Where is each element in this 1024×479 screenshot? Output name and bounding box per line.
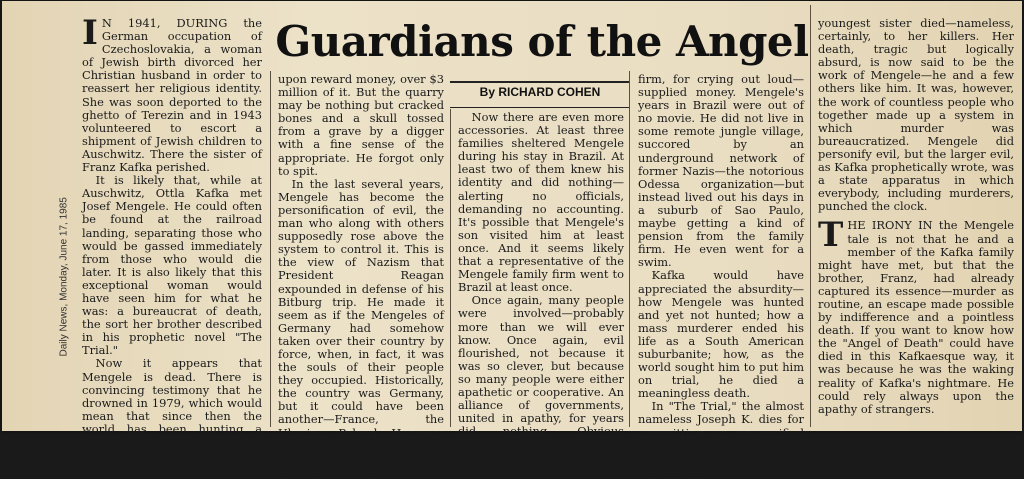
drop-cap: I: [82, 13, 98, 53]
paragraph: It is likely that, while at Auschwitz, Ottla Kafka met Josef Mengele. He could often be found at the railroad landing, separating those who would be gassed immediately from those who would die later. It is also likely that this exceptional woman would have seen him for what he was: a bureaucrat of death, the sort her brother described in his prophetic novel "The Trial.": [82, 173, 262, 358]
paragraph: In the last several years, Mengele has become the personification of evil, the man who along with others supposedly rose above the system to control it. This is the view of Nazism that President Reagan expounded in defense of his Bitburg trip. He made it seem as if the Mengeles of Germany had somehow taken over their country by force, when, in fact, it was the souls of their people they occupied. Historically, the country was Germany, but it could have been another—France, the Ukraine, Poland, Hungary, Estonia, Latvia, Lithuania. The list of accessories to the Holocaust is long.: [278, 176, 444, 479]
paragraph: THE IRONY IN the Mengele tale is not that he and a member of the Kafka family might have met, but that the brother, Franz, had already captured its essence—murder as routine, an escape made possible by indifference and a pointless death. If you want to know how the "Angel of Death" could have died in this Kafkaesque way, it was because he was the waking reality of Kafka's nightmare. He could rely always upon the apathy of strangers.: [818, 215, 1014, 416]
paragraph: Now it appears that Mengele is dead. There is convincing testimony that he drowned in 1979, which would mean that since then the world has been hunting a ghost. Reward money has been stacked: [82, 356, 262, 463]
newspaper-clipping: [2, 1, 1022, 479]
byline: By RICHARD COHEN: [479, 85, 601, 99]
paragraph: upon reward money, over $3 million of it. But the quarry may be nothing but cracked bones and a skull tossed from a grave by a digger with a fine sense of the appropriate. He forgot only to spit.: [278, 72, 444, 178]
headline: Guardians of the Angel: [275, 17, 809, 66]
column-rule: [450, 109, 451, 427]
article-column-4: [638, 72, 804, 479]
column-rule: [810, 5, 811, 427]
column-rule: [629, 71, 630, 427]
paragraph: Once again, many people were involved—probably more than we will ever know. Once again, evil flourished, not because it was so clever, but because so many people were either apathetic or cooperative. An alliance of governments, united in apathy, for years did nothing. Obvious suspects—employees of the family: [458, 293, 624, 465]
paragraph: youngest sister died—nameless, certainly, to her killers. Her death, tragic but logically absurd, is now said to be the work of Mengele—he and a few others like him. It was, however, the work of countless people who together made up a system in which murder was bureaucratized. Mengele did personify evil, but the larger evil, as Kafka prophetically wrote, was a state apparatus in which everybody, including murderers, punched the clock.: [818, 16, 1014, 214]
paragraph: Kafka would have appreciated the absurdity—how Mengele was hunted and yet not hunted; how a mass murderer ended his life as a South American suburbanite; how, as the world sought him to put him on trial, he died a meaningless death.: [638, 268, 804, 401]
margin-note: [54, 181, 74, 361]
paragraph: Now there are even more accessories. At least three families sheltered Mengele during his stay in Brazil. At least two of them knew his identity and did nothing—alerting no officials, demanding no accounting. It's possible that Mengele's son visited him at least once. And it seems likely that a representative of the Mengele family firm went to Brazil at least once.: [458, 110, 624, 295]
paragraph: firm, for crying out loud—supplied money. Mengele's years in Brazil were out of no movie. He did not live in some remote jungle village, succored by an underground network of former Nazis—the notorious Odessa organization—but instead lived out his days in a suburb of Sao Paulo, maybe getting a kind of pension from the family firm. He even went for a swim.: [638, 72, 804, 270]
paragraph: In "The Trial," the almost nameless Joseph K. dies for committing an unspecified crime, maybe one of just being. In real life, that is why Kafka's: [638, 399, 804, 479]
drop-cap: T: [818, 215, 844, 256]
margin-note-text: Daily News, Monday, June 17, 1985: [58, 197, 70, 357]
article-column-5: [818, 17, 1014, 427]
article-column-1: [82, 13, 262, 463]
article-column-2: [278, 72, 444, 479]
article-column-3: [458, 110, 624, 465]
paragraph: I N 1941, DURING the German occupation of Czechoslovakia, a woman of Jewish birth divorced her Christian husband in order to reassert her religious identity. She was soon deported to the ghetto of Terezin and in 1943 volunteered to escort a shipment of Jewish children to Auschwitz. There the sister of Franz Kafka perished.: [82, 13, 262, 175]
column-rule: [270, 71, 271, 427]
